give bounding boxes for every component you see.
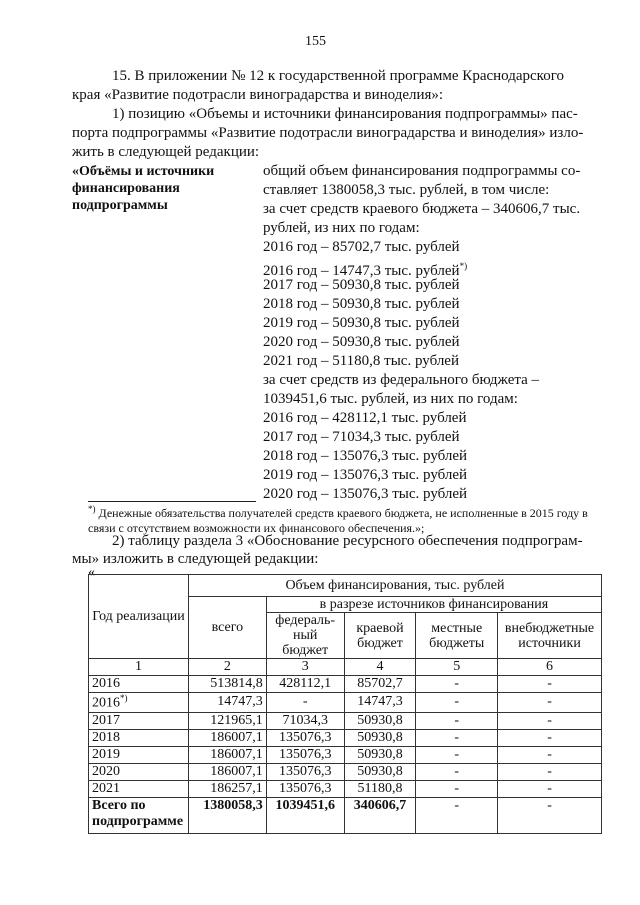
footnote: [88, 502, 608, 536]
cell-extra: -: [498, 712, 602, 729]
header-total: всего: [188, 597, 266, 659]
cell-local: -: [416, 729, 498, 746]
cell-federal: -: [266, 693, 344, 713]
table-row: [89, 763, 602, 780]
col-number: 5: [416, 659, 498, 676]
table-row: [89, 712, 602, 729]
passport-label-line-1: «Объёмы и источники: [72, 164, 215, 179]
table-total-row: [89, 797, 602, 833]
passport-line-10: 2021 год – 51180,8 тыс. рублей: [263, 353, 459, 369]
cell-total: 513814,8: [188, 676, 266, 693]
cell-total: 186007,1: [188, 763, 266, 780]
passport-line-12: 1039451,6 тыс. рублей, из них по годам:: [263, 391, 518, 407]
table-row: [89, 676, 602, 693]
cell-federal: 428112,1: [266, 676, 344, 693]
intro-line-2: края «Развитие подотрасли виноградарства и виноделия»:: [72, 87, 444, 103]
item1-line-1: 1) позицию «Объемы и источники финансирования подпрограммы» пас-: [112, 106, 578, 122]
table-row: [89, 780, 602, 797]
passport-label-line-2: финансирования: [72, 181, 180, 196]
cell-total: 186007,1: [188, 729, 266, 746]
passport-line-17: 2020 год – 135076,3 тыс. рублей: [263, 486, 468, 502]
passport-line-9: 2020 год – 50930,8 тыс. рублей: [263, 334, 460, 350]
passport-line-14: 2017 год – 71034,3 тыс. рублей: [263, 429, 460, 445]
passport-line-15: 2018 год – 135076,3 тыс. рублей: [263, 448, 468, 464]
passport-line-6: 2017 год – 50930,8 тыс. рублей: [263, 277, 460, 293]
item2-line-1: 2) таблицу раздела 3 «Обоснование ресурсного обеспечения подпрограм-: [112, 533, 583, 549]
header-volume: Объем финансирования, тыс. рублей: [188, 575, 601, 597]
cell-local: -: [416, 746, 498, 763]
cell-local: -: [416, 780, 498, 797]
cell-extra: -: [498, 729, 602, 746]
cell-federal: 135076,3: [266, 746, 344, 763]
passport-line-7: 2018 год – 50930,8 тыс. рублей: [263, 296, 460, 312]
cell-total: 186257,1: [188, 780, 266, 797]
cell-year: [89, 693, 189, 713]
header-extra: внебюджетные источники: [498, 613, 602, 659]
header-regional: краевой бюджет: [344, 613, 416, 659]
cell-year: 2018: [89, 729, 189, 746]
cell-year: 2021: [89, 780, 189, 797]
table-row: [89, 746, 602, 763]
cell-year-text: 2016: [92, 695, 120, 711]
cell-regional: 50930,8: [344, 712, 416, 729]
cell-extra: -: [498, 763, 602, 780]
col-number: 1: [89, 659, 189, 676]
header-year: Год реализации: [89, 575, 189, 659]
cell-year: 2016: [89, 676, 189, 693]
cell-local: -: [416, 676, 498, 693]
cell-regional: 14747,3: [344, 693, 416, 713]
passport-line-0: общий объем финансирования подпрограммы со-: [263, 163, 581, 179]
col-number: 6: [498, 659, 602, 676]
passport-line-2: за счет средств краевого бюджета – 340606,7 тыс.: [263, 201, 581, 217]
cell-federal: 135076,3: [266, 780, 344, 797]
cell-total: 14747,3: [188, 693, 266, 713]
cell-total: 186007,1: [188, 746, 266, 763]
cell-extra: -: [498, 780, 602, 797]
footnote-mark: *): [88, 504, 96, 514]
passport-line-1: ставляет 1380058,3 тыс. рублей, в том числе:: [263, 182, 550, 198]
cell-total-label: Всего по подпрограмме: [89, 797, 189, 833]
intro-line-1: 15. В приложении № 12 к государственной программе Краснодарского: [112, 68, 564, 84]
header-federal: федераль-ный бюджет: [266, 613, 344, 659]
col-number: 3: [266, 659, 344, 676]
cell-year: 2019: [89, 746, 189, 763]
cell-federal: 135076,3: [266, 763, 344, 780]
passport-line-16: 2019 год – 135076,3 тыс. рублей: [263, 467, 468, 483]
cell-extra: -: [498, 693, 602, 713]
item2-line-2: мы» изложить в следующей редакции:: [72, 551, 319, 567]
cell-local: -: [416, 763, 498, 780]
cell-local: -: [416, 693, 498, 713]
column-number-row: [89, 659, 602, 676]
table-row: [89, 693, 602, 713]
cell-local: -: [416, 712, 498, 729]
footnote-text: Денежные обязательства получателей средств краевого бюджета, не исполненные в 2015 году в связи с отсутствием возможности их финансового обеспечения.»;: [88, 506, 588, 535]
cell-regional: 50930,8: [344, 746, 416, 763]
cell-year: 2017: [89, 712, 189, 729]
cell-year: 2020: [89, 763, 189, 780]
page-number: 155: [305, 34, 326, 49]
passport-line-5-text: 2016 год – 14747,3 тыс. рублей: [263, 263, 460, 279]
header-breakdown: в разрезе источников финансирования: [266, 597, 601, 613]
cell-grand-extra: -: [498, 797, 602, 833]
cell-grand-total: 1380058,3: [188, 797, 266, 833]
cell-total: 121965,1: [188, 712, 266, 729]
cell-regional: 50930,8: [344, 729, 416, 746]
item1-line-3: жить в следующей редакции:: [72, 144, 260, 160]
resource-table: [88, 574, 602, 834]
passport-line-8: 2019 год – 50930,8 тыс. рублей: [263, 315, 460, 331]
passport-footnote-mark: *): [459, 261, 468, 271]
passport-label-line-3: подпрограммы: [72, 198, 168, 213]
cell-federal: 71034,3: [266, 712, 344, 729]
item1-line-2: порта подпрограммы «Развитие подотрасли виноградарства и виноделия» изло-: [72, 125, 584, 141]
cell-grand-regional: 340606,7: [344, 797, 416, 833]
passport-line-3: рублей, из них по годам:: [263, 220, 420, 236]
cell-extra: -: [498, 676, 602, 693]
cell-federal: 135076,3: [266, 729, 344, 746]
cell-extra: -: [498, 746, 602, 763]
col-number: 2: [188, 659, 266, 676]
table-row: [89, 729, 602, 746]
cell-year-mark: *): [120, 693, 128, 703]
cell-regional: 51180,8: [344, 780, 416, 797]
passport-line-4: 2016 год – 85702,7 тыс. рублей: [263, 239, 460, 255]
cell-grand-federal: 1039451,6: [266, 797, 344, 833]
cell-regional: 85702,7: [344, 676, 416, 693]
header-local: местные бюджеты: [416, 613, 498, 659]
col-number: 4: [344, 659, 416, 676]
passport-line-13: 2016 год – 428112,1 тыс. рублей: [263, 410, 467, 426]
quote-open: «: [88, 565, 95, 580]
passport-label: [72, 163, 252, 214]
cell-regional: 50930,8: [344, 763, 416, 780]
passport-line-11: за счет средств из федерального бюджета –: [263, 372, 540, 388]
cell-grand-local: -: [416, 797, 498, 833]
